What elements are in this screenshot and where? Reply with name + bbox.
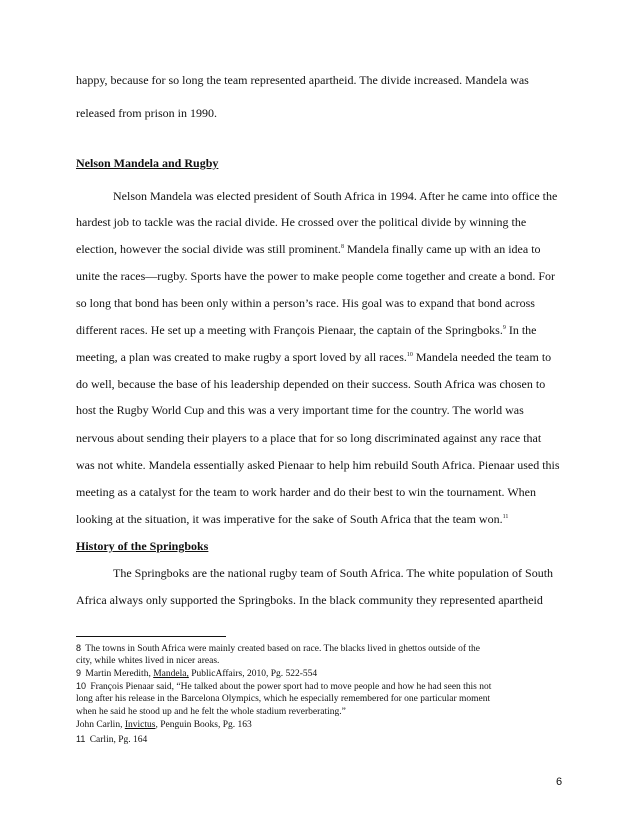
body-line: nervous about sending their players to a place that for so long discriminated against any race that [76,431,542,445]
body-line: Africa always only supported the Springboks. In the black community they represented apartheid [76,593,543,607]
body-line: The Springboks are the national rugby team of South Africa. The white population of South [113,566,554,580]
body-line: hardest job to tackle was the racial divide. He crossed over the political divide by winning the [76,215,527,229]
footnote-ref-10: 10 [406,352,413,358]
body-line: unite the races—rugby. Sports have the power to make people come together and create a bond. For [76,269,556,283]
body-text: election, however the social divide was still prominent. [76,242,341,256]
body-line: do well, because the base of his leadership depended on their success. South Africa was chosen to [76,377,546,391]
footnote-ref-8: 8 [340,244,344,250]
footnote-11 [76,733,147,746]
section-heading-mandela-rugby: Nelson Mandela and Rugby [76,156,219,170]
footnote-text: The towns in South Africa were mainly created based on race. The blacks lived in ghettos outside of the [85,644,480,654]
body-text: Mandela needed the team to [412,350,552,364]
body-line: happy, because for so long the team represented apartheid. The divide increased. Mandela was [76,73,529,87]
body-text: meeting, a plan was created to make rugby a sport loved by all races. [76,350,407,364]
footnote-ref-11: 11 [502,514,509,520]
footnote-number: 9 [76,668,82,678]
body-line [76,350,551,364]
body-line: released from prison in 1990. [76,106,217,120]
footnote-text: John Carlin, [76,720,125,730]
body-line: host the Rugby World Cup and this was a very important time for the country. The world was [76,403,524,417]
body-line: so long that bond has been only within a person’s race. His goal was to expand that bond across [76,296,535,310]
book-title: Mandela, [153,669,189,679]
body-text: In the [505,323,537,337]
body-text: looking at the situation, it was imperative for the sake of South Africa that the team won. [76,512,503,526]
body-line [76,242,541,256]
footnote-10 [76,680,491,693]
body-line [76,323,537,337]
body-line: Nelson Mandela was elected president of South Africa in 1994. After he came into office the [113,189,558,203]
body-line [76,512,508,526]
footnote-10-citation [76,719,252,731]
page-number: 6 [556,776,563,788]
footnote-10-cont: long after his release in the Barcelona Olympics, which he especially remembered for one particular moment [76,694,491,704]
body-text: different races. He set up a meeting with François Pienaar, the captain of the Springboks. [76,323,503,337]
footnote-ref-9: 9 [502,325,506,331]
body-text: Mandela finally came up with an idea to [343,242,541,256]
footnote-number: 8 [76,643,82,653]
body-line: meeting as a catalyst for the team to work harder and do their best to win the tournament. When [76,485,536,499]
footnote-9 [76,667,317,680]
footnote-number: 11 [76,734,86,744]
book-title: Invictus [124,720,156,730]
footnote-8 [76,642,480,655]
footnote-text: , Penguin Books, Pg. 163 [155,720,252,730]
body-line: was not white. Mandela essentially asked Pienaar to help him rebuild South Africa. Pienaar used this [76,458,560,472]
footnote-text: François Pienaar said, “He talked about the power sport had to move people and how he had seen this not [90,682,492,692]
footnote-text: Martin Meredith, [85,669,154,679]
section-heading-springboks-history: History of the Springboks [76,539,209,553]
footnote-number: 10 [76,681,87,691]
footnote-separator [76,636,226,637]
footnote-10-cont: when he said he stood up and he felt the whole stadium reverberating.” [76,707,346,717]
footnote-8-cont: city, while whites lived in nicer areas. [76,656,220,666]
footnote-text: PublicAffairs, 2010, Pg. 522-554 [188,669,318,679]
footnote-text: Carlin, Pg. 164 [89,735,148,745]
